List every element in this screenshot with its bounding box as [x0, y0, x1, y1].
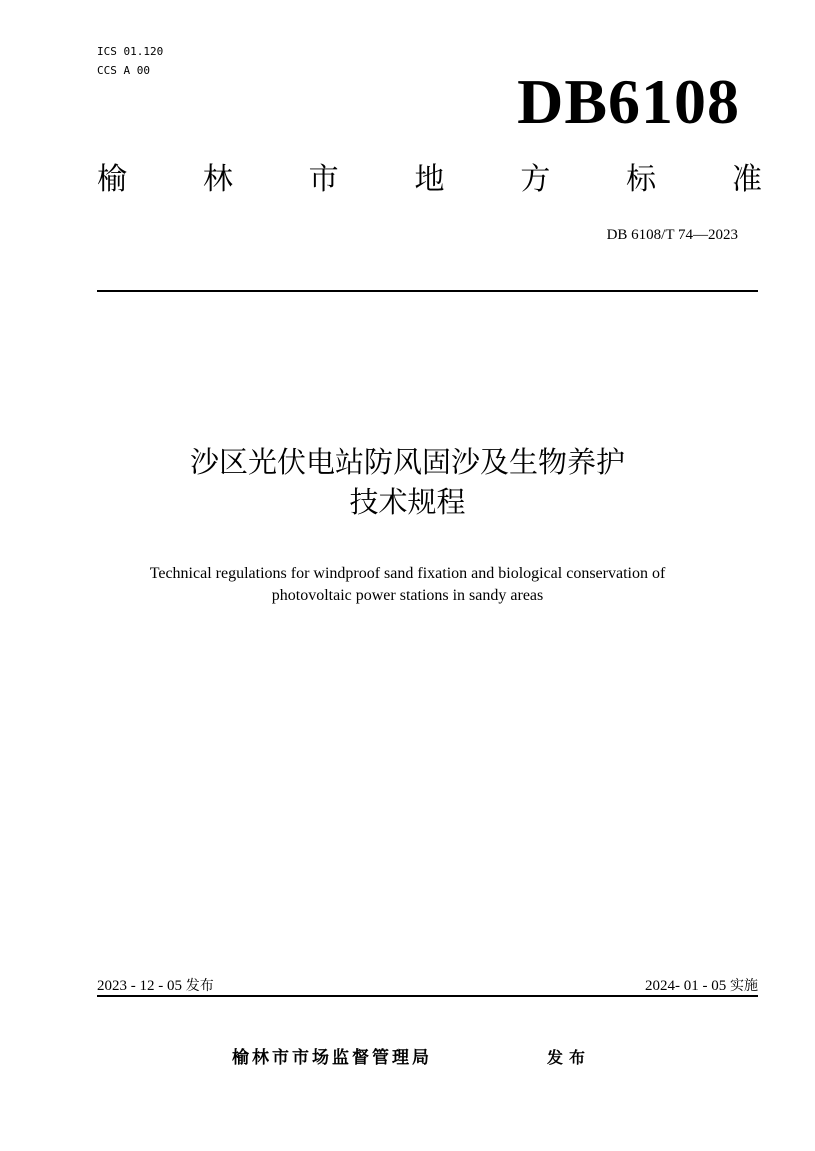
publish-label: 发布: [547, 1048, 592, 1067]
chinese-title: [80, 442, 735, 522]
publisher: 榆林市市场监督管理局: [232, 1048, 432, 1068]
title-char: 准: [731, 162, 762, 197]
chinese-title-line: 技术规程: [349, 485, 466, 519]
db-code: DB6108: [517, 66, 740, 137]
english-title-line: photovoltaic power stations in sandy areas: [271, 587, 544, 604]
ics-code: ICS 01.120: [97, 45, 164, 58]
standard-number: DB 6108/T 74—2023: [606, 227, 738, 243]
english-title: [60, 563, 755, 607]
chinese-title-line: 沙区光伏电站防风固沙及生物养护: [189, 445, 625, 479]
title-char: 市: [308, 162, 339, 197]
bottom-divider: [97, 995, 758, 997]
top-divider: [97, 290, 758, 292]
title-char: 林: [202, 162, 233, 197]
issue-date-value: 2023 - 12 - 05: [97, 978, 182, 994]
title-char: 标: [626, 162, 657, 197]
title-char: 榆: [97, 162, 127, 197]
implementation-date-value: 2024- 01 - 05: [645, 978, 727, 994]
ccs-code: CCS A 00: [97, 64, 150, 77]
standard-type-title: [97, 160, 762, 200]
issue-date: [97, 976, 214, 996]
implementation-date-label: 实施: [730, 978, 758, 994]
implementation-date: [560, 976, 758, 996]
title-char: 地: [414, 162, 445, 197]
english-title-line: Technical regulations for windproof sand fixation and biological conservation of: [149, 565, 666, 582]
issue-date-label: 发布: [185, 978, 214, 994]
title-char: 方: [520, 162, 551, 197]
